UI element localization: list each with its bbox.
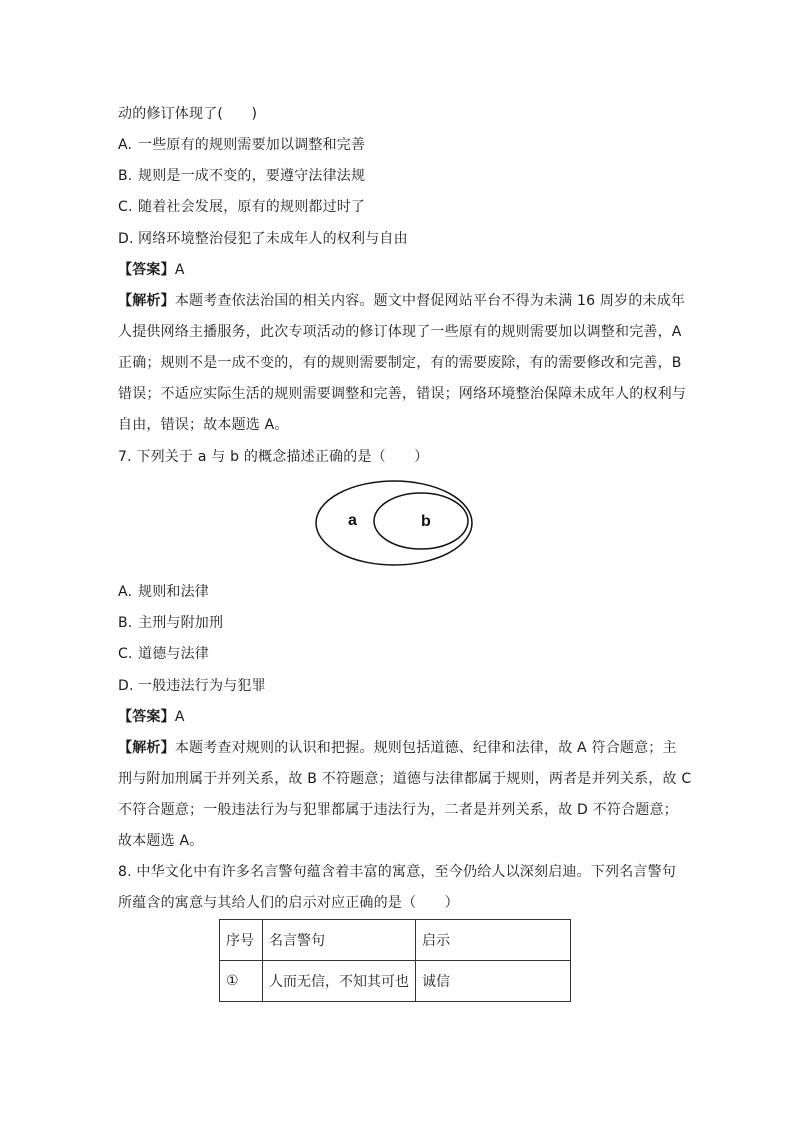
option-text: 规则和法律 bbox=[138, 584, 209, 600]
option-text: 道德与法律 bbox=[138, 646, 209, 662]
q8-table bbox=[219, 919, 571, 1002]
option-letter: C. bbox=[118, 646, 133, 662]
analysis-text: 本题考查对规则的认识和把握。规则包括道德、纪律和法律，故 A 符合题意；主 bbox=[174, 740, 677, 756]
option-letter: B. bbox=[118, 615, 133, 631]
q6-option-d[interactable] bbox=[118, 229, 408, 249]
table-cell: ① bbox=[220, 961, 263, 1002]
option-text: 规则是一成不变的，要遵守法律法规 bbox=[138, 168, 366, 184]
q7-option-c[interactable] bbox=[118, 644, 209, 664]
table-header-row bbox=[220, 920, 571, 961]
q6-answer bbox=[118, 260, 185, 280]
q7-option-b[interactable] bbox=[118, 613, 223, 633]
q6-analysis-line-3: 正确；规则不是一成不变的，有的规则需要制定，有的需要废除，有的需要修改和完善，B bbox=[118, 355, 682, 371]
q6-analysis-line-5: 自由，错误；故本题选 A。 bbox=[118, 417, 289, 433]
option-letter: A. bbox=[118, 584, 133, 600]
option-text: 随着社会发展，原有的规则都过时了 bbox=[138, 199, 366, 215]
option-text: 一般违法行为与犯罪 bbox=[138, 678, 266, 694]
q6-option-c[interactable] bbox=[118, 197, 365, 217]
q7-option-a[interactable] bbox=[118, 582, 209, 602]
q7-analysis-line-3: 不符合题意；一般违法行为与犯罪都属于违法行为，二者是并列关系，故 D 不符合题意； bbox=[118, 802, 678, 818]
answer-value: A bbox=[174, 262, 185, 278]
q7-option-d[interactable] bbox=[118, 676, 266, 696]
table-header-cell: 名言警句 bbox=[263, 920, 416, 961]
table-header-cell: 启示 bbox=[416, 920, 571, 961]
table-cell: 诚信 bbox=[416, 961, 571, 1002]
option-text: 主刑与附加刑 bbox=[138, 615, 224, 631]
table-header-cell: 序号 bbox=[220, 920, 263, 961]
q8-stem-line-1: 8. 中华文化中有许多名言警句蕴含着丰富的寓意，至今仍给人以深刻启迪。下列名言警句 bbox=[118, 864, 677, 880]
q6-analysis-line-2: 人提供网络主播服务，此次专项活动的修订体现了一些原有的规则需要加以调整和完善，A bbox=[118, 324, 682, 340]
q7-analysis-line-4: 故本题选 A。 bbox=[118, 833, 204, 849]
analysis-label: 【解析】 bbox=[118, 293, 175, 309]
q7-analysis-line-1 bbox=[118, 738, 677, 758]
table-cell: 人而无信，不知其可也 bbox=[263, 961, 416, 1002]
label-a: a bbox=[348, 512, 357, 529]
option-letter: B. bbox=[118, 168, 133, 184]
option-letter: D. bbox=[118, 231, 134, 247]
q6-analysis-line-1 bbox=[118, 291, 685, 311]
label-b: b bbox=[421, 513, 431, 530]
venn-diagram bbox=[312, 477, 492, 569]
analysis-label: 【解析】 bbox=[118, 740, 175, 756]
option-text: 网络环境整治侵犯了未成年人的权利与自由 bbox=[138, 231, 408, 247]
q6-option-b[interactable] bbox=[118, 166, 365, 186]
q6-stem-tail: 动的修订体现了( ) bbox=[118, 106, 258, 122]
option-letter: C. bbox=[118, 199, 133, 215]
answer-label: 【答案】 bbox=[118, 262, 175, 278]
q6-option-a[interactable] bbox=[118, 135, 365, 155]
outer-ellipse-a bbox=[316, 481, 472, 565]
table-row bbox=[220, 961, 571, 1002]
analysis-text: 本题考查依法治国的相关内容。题文中督促网站平台不得为未满 16 周岁的未成年 bbox=[174, 293, 686, 309]
q7-answer bbox=[118, 707, 185, 727]
q6-analysis-line-4: 错误；不适应实际生活的规则需要调整和完善，错误；网络环境整治保障未成年人的权利与 bbox=[118, 386, 686, 402]
q8-stem-line-2: 所蕴含的寓意与其给人们的启示对应正确的是（ ） bbox=[118, 895, 459, 911]
q7-analysis-line-2: 刑与附加刑属于并列关系，故 B 不符题意；道德与法律都属于规则，两者是并列关系，故 C bbox=[118, 771, 692, 787]
option-letter: A. bbox=[118, 137, 133, 153]
answer-value: A bbox=[174, 709, 185, 725]
answer-label: 【答案】 bbox=[118, 709, 175, 725]
option-text: 一些原有的规则需要加以调整和完善 bbox=[138, 137, 366, 153]
option-letter: D. bbox=[118, 678, 134, 694]
q7-stem: 7. 下列关于 a 与 b 的概念描述正确的是（ ） bbox=[118, 449, 429, 465]
